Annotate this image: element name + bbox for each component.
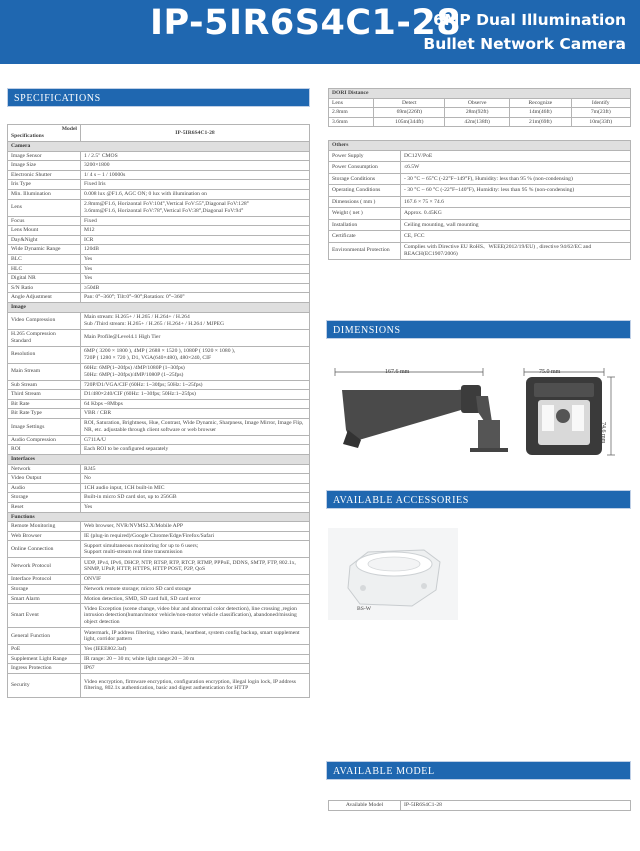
spec-value: Watermark, IP address filtering, video mask, heartbeat, system config backup, smart supplement light, corridor pattern xyxy=(81,628,310,645)
spec-key: General Function xyxy=(8,628,81,645)
spec-row xyxy=(8,493,310,503)
spec-key: Image Size xyxy=(8,161,81,171)
spec-header-value: IP-5IR6S4C1-28 xyxy=(81,125,310,142)
dori-cell: 21m(69ft) xyxy=(510,117,571,127)
spec-key: ROI xyxy=(8,445,81,455)
dori-cell: 7m(23ft) xyxy=(571,108,630,118)
dori-table xyxy=(328,88,631,127)
spec-row xyxy=(8,216,310,226)
dori-header-cell: Observe xyxy=(445,98,510,108)
dori-header-cell: Detect xyxy=(374,98,445,108)
spec-row xyxy=(8,604,310,628)
dori-header-cell: Recognize xyxy=(510,98,571,108)
spec-value: 60Hz: 6MP(1~20fps) /4MP/1080P (1~30fps) 50Hz: 6MP(1~20fps)/4MP/1080P (1~25fps) xyxy=(81,363,310,380)
spec-value: Built-in micro SD card slot, up to 256GB xyxy=(81,493,310,503)
others-value: - 30 °C ~ 60 °C (-22°F~140°F), Humidity: less than 95 % (non-condensing) xyxy=(401,185,631,197)
spec-row xyxy=(8,363,310,380)
dori-cell: 14m(46ft) xyxy=(510,108,571,118)
spec-row xyxy=(8,418,310,435)
others-row xyxy=(329,196,631,208)
spec-row xyxy=(8,390,310,400)
others-value: Approx. 0.45KG xyxy=(401,208,631,220)
spec-group-row xyxy=(8,142,310,152)
others-key: Installation xyxy=(329,219,401,231)
others-value: Ceiling mounting, wall mounting xyxy=(401,219,631,231)
camera-dimension-svg xyxy=(328,360,631,475)
spec-row xyxy=(8,235,310,245)
spec-value: IP67 xyxy=(81,664,310,674)
spec-header-key xyxy=(8,125,81,142)
dimensions-drawing xyxy=(328,360,631,475)
dori-cell: 105m(344ft) xyxy=(374,117,445,127)
spec-key: H.265 Compression Standard xyxy=(8,329,81,346)
product-subtitle xyxy=(423,8,626,56)
spec-value: No xyxy=(81,474,310,484)
spec-key: PoE xyxy=(8,645,81,655)
header-key-specifications: Specifications xyxy=(11,133,44,140)
spec-row xyxy=(8,541,310,558)
spec-value: D1/480×240/CIF (60Hz: 1~30fps; 50Hz:1~25fps) xyxy=(81,390,310,400)
spec-value: Yes (IEEE802.3af) xyxy=(81,645,310,655)
spec-row xyxy=(8,161,310,171)
spec-row xyxy=(8,664,310,674)
dori-cell: 69m(226ft) xyxy=(374,108,445,118)
spec-group-row xyxy=(8,512,310,522)
spec-value: G711A/U xyxy=(81,435,310,445)
spec-value: Yes xyxy=(81,503,310,513)
available-model-value: IP-5IR6S4C1-28 xyxy=(401,801,631,811)
spec-key: Reset xyxy=(8,503,81,513)
spec-row xyxy=(8,594,310,604)
others-row xyxy=(329,150,631,162)
spec-row xyxy=(8,226,310,236)
spec-row xyxy=(8,673,310,697)
spec-row xyxy=(8,483,310,493)
others-key: Operating Conditions xyxy=(329,185,401,197)
others-key: Certificate xyxy=(329,231,401,243)
spec-key: Day&Night xyxy=(8,235,81,245)
specifications-heading: SPECIFICATIONS xyxy=(7,88,310,107)
available-model-table xyxy=(328,800,631,811)
others-key: Storage Conditions xyxy=(329,173,401,185)
others-value: CE, FCC xyxy=(401,231,631,243)
spec-row xyxy=(8,329,310,346)
spec-key: Min. Illumination xyxy=(8,189,81,199)
spec-key: Smart Alarm xyxy=(8,594,81,604)
spec-key: BLC xyxy=(8,254,81,264)
spec-group-row xyxy=(8,302,310,312)
spec-key: S/N Ratio xyxy=(8,283,81,293)
spec-value: Yes xyxy=(81,254,310,264)
spec-value: 1/ 4 s ~ 1 / 10000s xyxy=(81,170,310,180)
spec-group-title: Image xyxy=(8,302,310,312)
spec-row xyxy=(8,474,310,484)
others-row xyxy=(329,219,631,231)
spec-key: Network Protocol xyxy=(8,558,81,575)
spec-row xyxy=(8,531,310,541)
spec-row xyxy=(8,503,310,513)
spec-key: Focus xyxy=(8,216,81,226)
spec-group-title: Interfaces xyxy=(8,455,310,465)
spec-value: M12 xyxy=(81,226,310,236)
spec-value: ONVIF xyxy=(81,575,310,585)
others-key: Dimensions ( mm ) xyxy=(329,196,401,208)
spec-row xyxy=(8,522,310,532)
available-model-label: Available Model xyxy=(329,801,401,811)
spec-row xyxy=(8,199,310,216)
spec-table xyxy=(7,124,310,698)
spec-value: 1 / 2.5" CMOS xyxy=(81,151,310,161)
spec-row xyxy=(8,435,310,445)
junction-box-svg xyxy=(328,528,458,620)
spec-key: Angle Adjustment xyxy=(8,293,81,303)
accessory-name: BS-W xyxy=(357,606,371,612)
others-value: Complies with Directive EU RoHS、WEEE(2012/19/EU) , directive 94/62/EC and REACH(EC1907/2006) xyxy=(401,242,631,259)
spec-key: Digital NR xyxy=(8,274,81,284)
spec-value: Video Exception (scene change, video blur and abnormal color detection), line crossing ,region intrusion detection(human/motor vehicle/non-motor vehicle classification), abandoned/missing object detection xyxy=(81,604,310,628)
subtitle-line-1: 6MP Dual Illumination xyxy=(433,11,626,29)
spec-key: Supplement Light Range xyxy=(8,654,81,664)
available-model-heading: AVAILABLE MODEL xyxy=(326,761,631,780)
spec-key: Main Stream xyxy=(8,363,81,380)
spec-row xyxy=(8,464,310,474)
spec-row xyxy=(8,399,310,409)
dori-cell: 2.8mm xyxy=(329,108,374,118)
spec-key: Bit Rate xyxy=(8,399,81,409)
spec-key: Wide Dynamic Range xyxy=(8,245,81,255)
camera-side-view xyxy=(335,368,508,452)
subtitle-line-2: Bullet Network Camera xyxy=(423,35,626,53)
spec-row xyxy=(8,254,310,264)
spec-key: Audio xyxy=(8,483,81,493)
others-value: ≤6.5W xyxy=(401,162,631,174)
dori-cell: 42m(138ft) xyxy=(445,117,510,127)
spec-value: IE (plug-in required)/Google Chrome/Edge/Firefox/Safari xyxy=(81,531,310,541)
spec-key: HLC xyxy=(8,264,81,274)
others-title: Others xyxy=(329,141,631,151)
dori-cell: 28m(92ft) xyxy=(445,108,510,118)
others-key: Weight ( net ) xyxy=(329,208,401,220)
dori-cell: 10m(33ft) xyxy=(571,117,630,127)
spec-value: Pan: 0°~360°; Tilt:0°~90°;Rotation: 0°~360° xyxy=(81,293,310,303)
spec-value: 2.8mm@F1.6, Horizontal FoV:104°,Vertical FoV:55°,Diagonal FoV:128° 3.6mm@F1.6, Horizontal FoV:78°,Vertical FoV:38°,Diagonal FoV:94° xyxy=(81,199,310,216)
spec-value: ≥50dB xyxy=(81,283,310,293)
spec-value: Main stream: H.265+ / H.265 / H.264+ / H.264 Sub /Third stream: H.265+ / H.265 / H.264+ / H.264 / MJPEG xyxy=(81,312,310,329)
spec-row xyxy=(8,409,310,419)
spec-row xyxy=(8,585,310,595)
spec-row xyxy=(8,189,310,199)
dimension-height: 74.6 mm xyxy=(600,422,606,444)
others-row xyxy=(329,162,631,174)
spec-key: Lens xyxy=(8,199,81,216)
spec-value: 720P/D1/VGA/CIF (60Hz: 1~30fps; 50Hz: 1~25fps) xyxy=(81,380,310,390)
spec-key: Iris Type xyxy=(8,180,81,190)
spec-value: Main Profile@Level4.1 High Tier xyxy=(81,329,310,346)
accessory-image xyxy=(328,528,458,620)
spec-key: Security xyxy=(8,673,81,697)
accessories-heading: AVAILABLE ACCESSORIES xyxy=(326,490,631,509)
spec-group-row xyxy=(8,455,310,465)
spec-value: 1CH audio input, 1CH built-in MIC xyxy=(81,483,310,493)
spec-value: 0.008 lux @F1.6, AGC ON; 0 lux with illumination on xyxy=(81,189,310,199)
spec-key: Third Stream xyxy=(8,390,81,400)
spec-row xyxy=(8,170,310,180)
spec-key: Storage xyxy=(8,585,81,595)
spec-value: Yes xyxy=(81,264,310,274)
spec-key: Bit Rate Type xyxy=(8,409,81,419)
others-title-row xyxy=(329,141,631,151)
spec-row xyxy=(8,283,310,293)
dori-row xyxy=(329,117,631,127)
spec-value: 6MP ( 3200 × 1800 ), 4MP ( 2688 × 1520 ), 1080P ( 1920 × 1080 ), 720P ( 1280 × 720 ), D1, VGA(640×480), 480×240, CIF xyxy=(81,346,310,363)
dori-header-row xyxy=(329,98,631,108)
spec-row xyxy=(8,575,310,585)
dori-header-cell: Identify xyxy=(571,98,630,108)
spec-value: Web browser, NVR/NVMS2.X/Mobile APP xyxy=(81,522,310,532)
spec-value: ICR xyxy=(81,235,310,245)
spec-table-header xyxy=(8,125,310,142)
spec-value: ROI, Saturation, Brightness, Hue, Contrast, Wide Dynamic, Sharpness, Image Mirror, Image Flip, NR, etc. adjustable through client software or web browser xyxy=(81,418,310,435)
dimension-width: 75.0 mm xyxy=(539,369,561,375)
spec-key: Remote Monitoring xyxy=(8,522,81,532)
others-table xyxy=(328,140,631,260)
model-title: IP-5IR6S4C1-28 xyxy=(150,3,462,43)
spec-row xyxy=(8,312,310,329)
spec-value: Yes xyxy=(81,274,310,284)
spec-key: Interface Protocol xyxy=(8,575,81,585)
spec-value: 120dB xyxy=(81,245,310,255)
dori-header-cell: Lens xyxy=(329,98,374,108)
spec-value: Support simultaneous monitoring for up to 6 users; Support multi-stream real time transmission xyxy=(81,541,310,558)
dimensions-heading: DIMENSIONS xyxy=(326,320,631,339)
others-key: Power Supply xyxy=(329,150,401,162)
spec-key: Sub Stream xyxy=(8,380,81,390)
spec-key: Image Sensor xyxy=(8,151,81,161)
spec-key: Web Browser xyxy=(8,531,81,541)
dori-title-row xyxy=(329,89,631,99)
others-row xyxy=(329,173,631,185)
spec-key: Electronic Shutter xyxy=(8,170,81,180)
spec-row xyxy=(8,628,310,645)
spec-row xyxy=(8,558,310,575)
spec-key: Network xyxy=(8,464,81,474)
dimension-length: 167.6 mm xyxy=(385,369,410,375)
spec-key: Lens Mount xyxy=(8,226,81,236)
spec-row xyxy=(8,151,310,161)
spec-value: 64 Kbps ~8Mbps xyxy=(81,399,310,409)
spec-value: Fixed xyxy=(81,216,310,226)
spec-value: Motion detection, SMD, SD card full, SD card error xyxy=(81,594,310,604)
spec-row xyxy=(8,380,310,390)
spec-row xyxy=(8,180,310,190)
others-value: - 30 °C ~ 65°C (-22°F~149°F), Humidity: less than 95 % (non-condensing) xyxy=(401,173,631,185)
others-value: 167.6 × 75 × 74.6 xyxy=(401,196,631,208)
spec-value: Video encryption, firmware encryption, configuration encryption, illegal login lock, IP address filtering, 802.1x authentication, basic and digest authentication for HTTP xyxy=(81,673,310,697)
dori-row xyxy=(329,108,631,118)
spec-key: Audio Compression xyxy=(8,435,81,445)
spec-group-title: Functions xyxy=(8,512,310,522)
spec-value: Network remote storage; micro SD card storage xyxy=(81,585,310,595)
others-row xyxy=(329,231,631,243)
spec-row xyxy=(8,245,310,255)
others-key: Environmental Protection xyxy=(329,242,401,259)
spec-key: Video Compression xyxy=(8,312,81,329)
spec-row xyxy=(8,293,310,303)
spec-key: Ingress Protection xyxy=(8,664,81,674)
header-key-model: Model xyxy=(61,126,77,132)
spec-key: Smart Event xyxy=(8,604,81,628)
others-row xyxy=(329,208,631,220)
spec-value: VBR / CBR xyxy=(81,409,310,419)
spec-row xyxy=(8,264,310,274)
others-key: Power Consumption xyxy=(329,162,401,174)
spec-row xyxy=(8,645,310,655)
spec-key: Resolution xyxy=(8,346,81,363)
spec-value: Each ROI to be configured separately xyxy=(81,445,310,455)
spec-key: Storage xyxy=(8,493,81,503)
spec-value: Fixed Iris xyxy=(81,180,310,190)
spec-value: IR range: 20 ~ 30 m; white light range:20 ~ 30 m xyxy=(81,654,310,664)
spec-key: Online Connection xyxy=(8,541,81,558)
spec-value: 3200×1800 xyxy=(81,161,310,171)
spec-row xyxy=(8,274,310,284)
spec-row xyxy=(8,654,310,664)
spec-group-title: Camera xyxy=(8,142,310,152)
spec-value: UDP, IPv4, IPv6, DHCP, NTP, RTSP, RTP, RTCP, RTMP, PPPoE, DDNS, SMTP, FTP, 802.1x, SNMP, UPnP, HTTP, HTTPS, HTTP POST, P2P, QoS xyxy=(81,558,310,575)
spec-row xyxy=(8,445,310,455)
others-row xyxy=(329,242,631,259)
spec-key: Video Output xyxy=(8,474,81,484)
spec-value: RJ45 xyxy=(81,464,310,474)
others-row xyxy=(329,185,631,197)
page-header xyxy=(0,0,640,64)
others-value: DC12V/PoE xyxy=(401,150,631,162)
dori-title: DORI Distance xyxy=(329,89,631,99)
dori-cell: 3.6mm xyxy=(329,117,374,127)
spec-row xyxy=(8,346,310,363)
spec-key: Image Settings xyxy=(8,418,81,435)
available-model-row xyxy=(329,801,631,811)
